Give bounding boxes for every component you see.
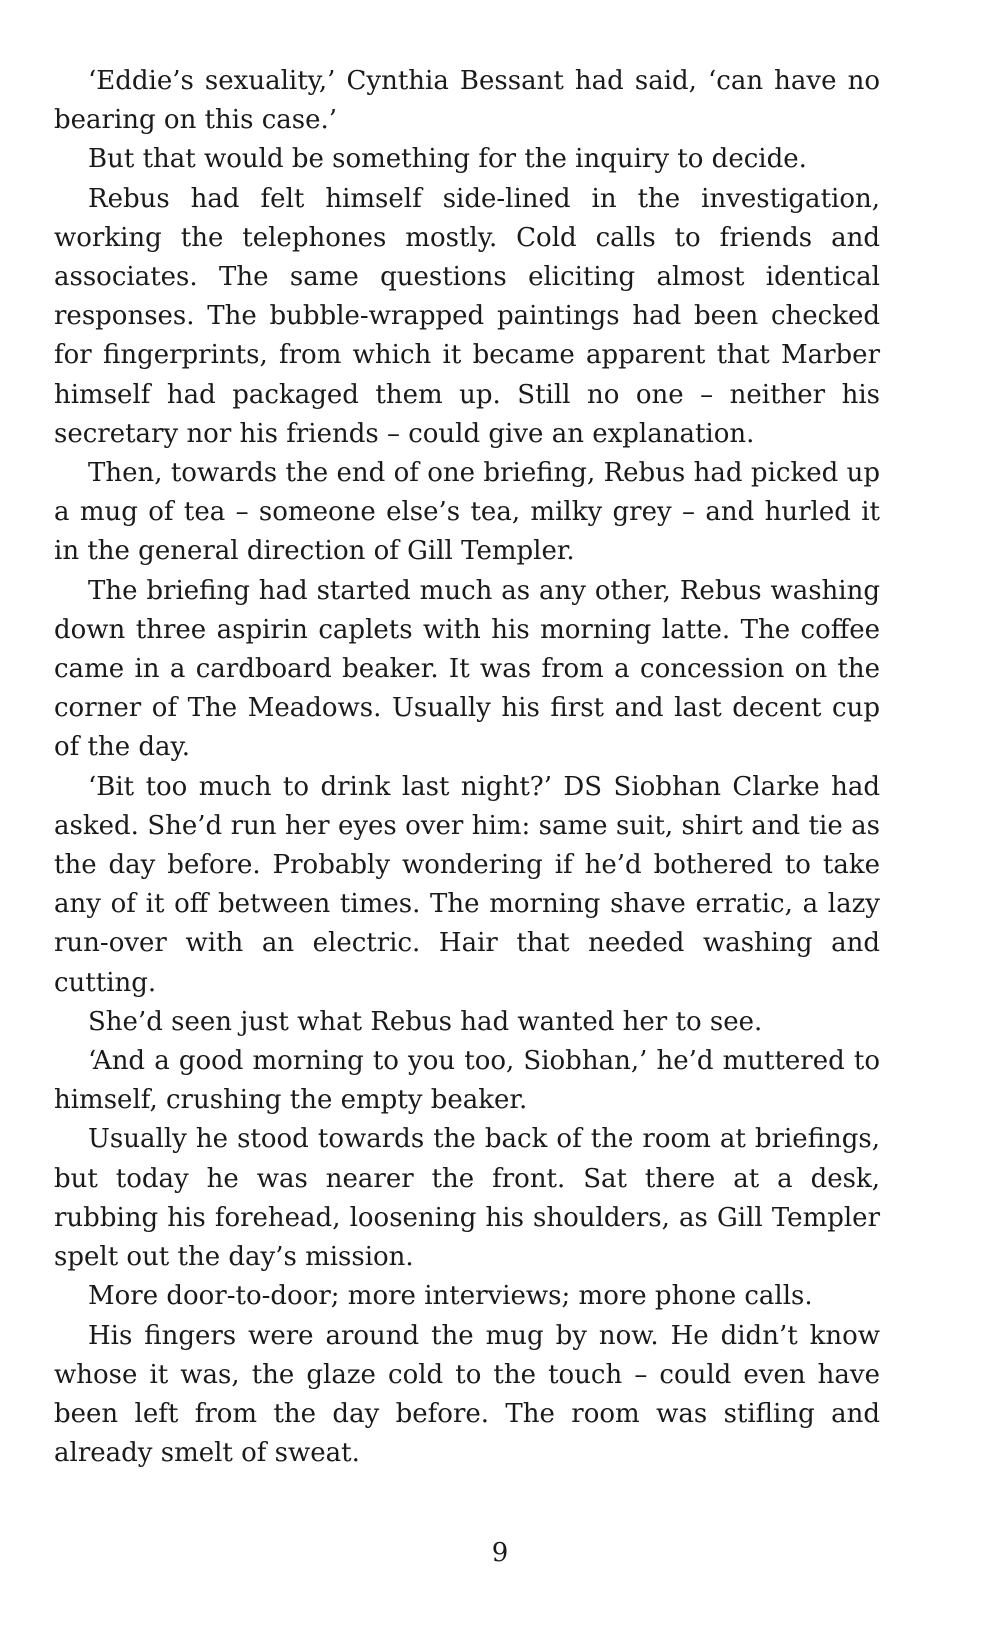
paragraph: His fingers were around the mug by now. He didn’t know whose it was, the glaze cold to the touch – could even have been left from the day before. The room was stifling and already smelt of sweat. xyxy=(54,1320,880,1469)
paragraph: But that would be something for the inquiry to decide. xyxy=(88,144,807,175)
paragraph: ‘And a good morning to you too, Siobhan,’ he’d muttered to himself, crushing the empty beaker. xyxy=(54,1046,880,1116)
paragraph: Rebus had felt himself side-lined in the investigation, working the telephones mostly. Cold calls to friends and associates. The same questions eliciting almost identical responses. The bubble-wrapped paintings had been checked for fingerprints, from which it became apparent that Marber himself had packaged them up. Still no one – neither his secretary nor his friends – could give an explanation. xyxy=(54,183,880,449)
paragraph: She’d seen just what Rebus had wanted her to see. xyxy=(88,1006,763,1037)
paragraph: ‘Eddie’s sexuality,’ Cynthia Bessant had said, ‘can have no bearing on this case.’ xyxy=(54,66,880,136)
paragraph: Usually he stood towards the back of the room at briefings, but today he was nearer the front. Sat there at a desk, rubbing his forehead, loosening his shoulders, as Gill Templer spelt out the day’s mission. xyxy=(54,1124,880,1273)
paragraph: ‘Bit too much to drink last night?’ DS Siobhan Clarke had asked. She’d run her eyes over him: same suit, shirt and tie as the day before. Probably wondering if he’d bothered to take any of it off between times. The morning shave erratic, a lazy run-over with an electric. Hair that needed washing and cutting. xyxy=(54,771,880,998)
body-text xyxy=(54,62,880,1473)
page-number: 9 xyxy=(491,1538,509,1568)
paragraph: The briefing had started much as any other, Rebus washing down three aspirin caplets with his morning latte. The coffee came in a cardboard beaker. It was from a concession on the corner of The Meadows. Usually his first and last decent cup of the day. xyxy=(54,575,880,763)
paragraph: Then, towards the end of one briefing, Rebus had picked up a mug of tea – someone else’s tea, milky grey – and hurled it in the general direction of Gill Templer. xyxy=(54,458,880,567)
paragraph: More door-to-door; more interviews; more phone calls. xyxy=(88,1281,813,1312)
